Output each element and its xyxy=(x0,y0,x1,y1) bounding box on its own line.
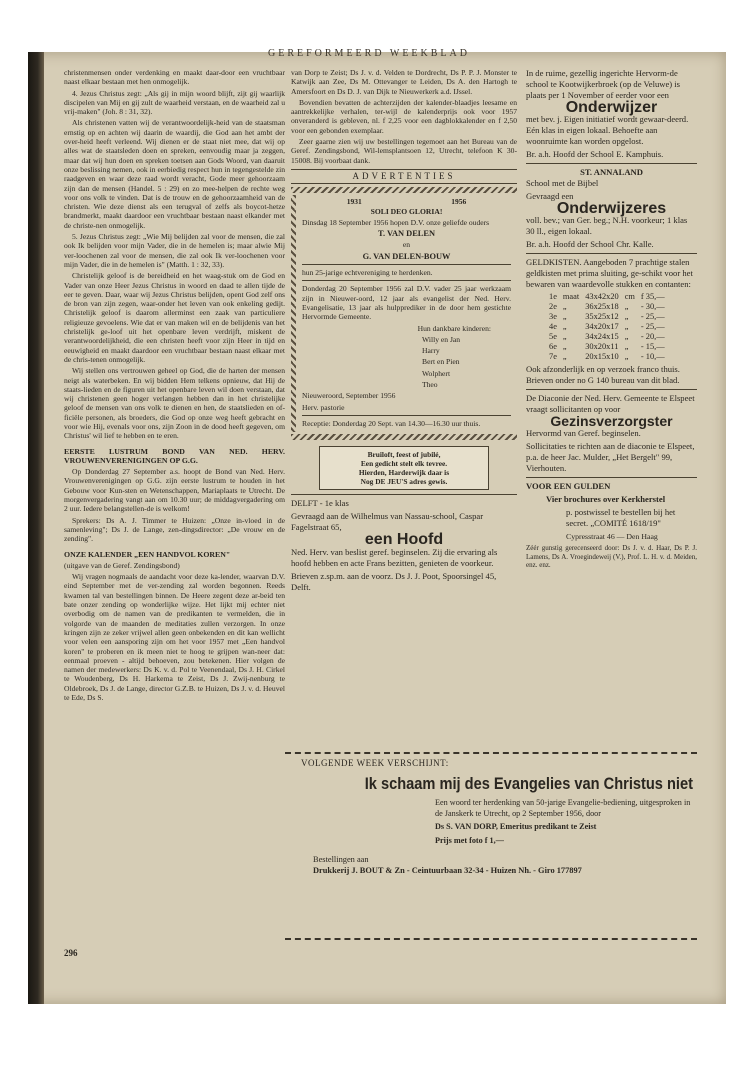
paragraph: Sprekers: Ds A. J. Timmer te Huizen: „Onze in-vloed in de samenleving"; Ds J. de Lange, zen-dingsdirector: „De vrouw en de zending". xyxy=(64,515,285,544)
table-cell: „ xyxy=(624,341,629,351)
table-cell: „ xyxy=(624,321,629,331)
paragraph: Wij stellen ons vertrouwen geheel op God, die de harten der mensen neigt als waterbeken. En wij bidden Hem telkens opnieuw, dat Hij de staats-lieden en de figuren uit het openbare leven wil doen verstaan, dat wij christenen geen hoger verlangen hebben dan in het christelijke geloof de mensen van ons volk te dienen en hen, de staatslieden en of-ficiële personen, als broeders, die God op onze weg heeft gebracht en voor wie Hij, evenals voor ons, zijn Zoon in de dood heeft gegeven, om Christus' wil lief te hebben en te eren. xyxy=(64,366,285,441)
notice-line: Een gedicht stelt elk tevree. xyxy=(360,459,448,469)
announcement-line: Dinsdag 18 September 1956 hopen D.V. onze geliefde ouders xyxy=(302,217,490,227)
book-binding xyxy=(28,52,44,1004)
table-cell: „ xyxy=(562,321,567,331)
table-row xyxy=(546,352,668,362)
ad-subheading: School met de Bijbel xyxy=(526,177,599,188)
table-cell: 20x15x10 xyxy=(585,351,619,361)
divider xyxy=(526,477,697,478)
divider xyxy=(526,163,697,164)
child-name: Theo xyxy=(422,380,438,390)
ad-text: Zéér gunstig gerecenseerd door: Ds J. v. d. Haar, Ds P. J. Lamens, Ds A. Vroegindeweij (V.), Prof. L. H. v. d. Meiden, enz. enz. xyxy=(526,544,697,570)
kids-heading: Hun dankbare kinderen: xyxy=(417,323,491,333)
paragraph: Bovendien bevatten de achterzijden der kalender-blaadjes leesame en aantrekkelijke verhalen, ter-wijl de kalenderprijs ook voor 1957 onveranderd is gebleven, nl. f 2,25 voor een dagblokkalender en f 2,50 voor een gebonden exemplaar. xyxy=(291,97,517,135)
table-row xyxy=(546,342,668,352)
column-1 xyxy=(64,68,285,938)
column-3 xyxy=(526,68,697,748)
ad-headline: Onderwijzer xyxy=(565,99,658,116)
table-cell: „ xyxy=(624,311,629,321)
table-cell: cm xyxy=(624,291,635,301)
ad-headline: een Hoofd xyxy=(364,531,444,549)
paragraph: Wij vragen nogmaals de aandacht voor deze ka-lender, waarvan D.V. eind September met de ver-zending zal worden begonnen. Reeds kwamen tal van bestellingen binnen. De Heere zegent deze ar-beid ten bate onzer zending op wonderlijke wijze. Het lijkt mij echter niet overbodig om de namen van de predikanten te vermelden, die in volgorde van de maanden de meditaties zullen verzorgen. In onze kringen zijn ze zeker vrijwel allen geen onbekenden en dit kan wellicht voor velen een aansporing zijn om het voor 1957 met „Een handvol koren" te proberen en ik meen niet te hoog te grijpen wan-neer dat: eenmaal proeven - altijd behoeven, zou betekenen. Hier volgen de namen der medewerkers: Ds K. v. d. Pol te Veenendaal, Ds J. H. Cirkel te Woudenberg, Ds H. Harkema te Zeist, Ds J. Zwij-nenburg te Oldebroek, Ds J. de Lange, director G.Z.B. te Huizen, Ds J. v. d. Heuvel te Ede, Ds S. xyxy=(64,572,285,702)
ad-text: De Diaconie der Ned. Herv. Gemeente te Elspeet vraagt sollicitanten op voor xyxy=(526,392,695,414)
table-cell: 7e xyxy=(549,351,557,361)
ad-text: In de ruime, gezellig ingerichte Hervorm-de school te Kootwijkerbroek (op de Veluwe) is plaats per 1 November of eerder voor een xyxy=(526,68,681,100)
announce-text: VOLGENDE WEEK VERSCHIJNT: xyxy=(301,758,449,768)
place-date: Nieuweroord, September 1956 xyxy=(302,391,396,401)
ad-text: Ned. Herv. van beslist geref. beginselen. Zij die ervaring als hoofd hebben en acte Frans bezitten, genieten de voorkeur. xyxy=(291,546,498,568)
table-cell: 34x24x15 xyxy=(585,331,619,341)
book-description: Een woord ter herdenking van 50-jarige Evangelie-bediening, uitgesproken in de Janskerk te Utrecht, op 2 September 1956, door xyxy=(435,798,691,818)
ad-headline: Onderwijzeres xyxy=(556,199,667,217)
name-husband: T. VAN DELEN xyxy=(377,229,435,239)
book-advertisement xyxy=(285,752,697,940)
ad-heading: VOOR EEN GULDEN xyxy=(526,481,611,492)
paragraph: 4. Jezus Christus zegt: „Als gij in mijn woord blijft, zijt gij waarlijk discipelen van Mij en gij zult de waarheid verstaan, en de waarheid zal u vrij-maken" (Joh. 8 : 31, 32). xyxy=(64,88,285,117)
paragraph: Zeer gaarne zien wij uw bestellingen tegemoet aan het Bureau van de Geref. Zendingsbond, Wil-lemsplantsoen 12, Utrecht, telefoon K 30-15008. Bij voorbaat dank. xyxy=(291,137,517,165)
table-row xyxy=(546,322,668,332)
table-row xyxy=(546,302,668,312)
years xyxy=(302,197,511,206)
table-cell: 3e xyxy=(549,311,557,321)
table-cell: 1e xyxy=(549,291,557,301)
divider xyxy=(302,280,511,281)
table-cell: 34x20x17 xyxy=(585,321,619,331)
table-cell: f 35,— xyxy=(640,291,665,301)
chain-border xyxy=(291,187,517,193)
running-header: GEREFORMEERD WEEKBLAD xyxy=(268,48,470,59)
order-heading: Bestellingen aan xyxy=(313,855,369,864)
table-cell: - 30,— xyxy=(640,301,665,311)
table-cell: - 10,— xyxy=(640,351,665,361)
address: Herv. pastorie xyxy=(302,402,345,412)
section-subheading: (uitgave van de Geref. Zendingsbond) xyxy=(64,560,180,570)
ad-heading: DELFT - 1e klas xyxy=(291,498,349,509)
paragraph: Op Donderdag 27 September a.s. hoopt de Bond van Ned. Herv. Vrouwenverenigingen op G.G. zijn eerste lustrum te houden in het Gebouw voor Kun-sten en Wetenschappen, Mariaplaats te Utrecht. De morgenvergadering vangt aan om 10.30 uur; de middagvergadering om 2 uur. Iedere belangstellen-de is welkom! xyxy=(64,467,285,514)
ad-heading: ST. ANNALAND xyxy=(580,167,643,178)
paragraph: Als christenen vatten wij de verantwoordelijk-heid van de staatsman ernstig op en achten wij daarin de waardij, die God aan het ambt der over-heid heeft verleend. Wij dienen er de staat niet mee, dat wij op alles wat de staatsleden doen en spreken, eenvoudig maar ja zeggen, maar dat wij hun doen en spreken toetsen aan Gods Woord, van daaruit onze beslissing nemen, ook in eerbiedig respect hun in tegengestelde zin raadgeven en waar deze raad wordt veracht, Gode meer gehoorzaam zijn dan de mensen (Handel. 5 : 29) en zo mee-helpen de rechte weg voor ons volk te vinden. Dat is de trouw en de gehoorzaamheid van de christen. Wie deze dienst als een terugval of zelfs als boycot-hetze brandmerkt, maakt daardoor een vruchtbaar bestaan naast elkander met de christe-nen onmogelijk. xyxy=(64,118,285,230)
divider xyxy=(302,415,511,416)
table-cell: „ xyxy=(624,351,629,361)
book-author: Ds S. VAN DORP, Emeritus predikant te Zeist xyxy=(435,822,597,831)
table-cell: „ xyxy=(562,301,567,311)
ad-headline: Gezinsverzorgster xyxy=(550,412,673,429)
divider xyxy=(526,389,697,390)
ad-text: Sollicitaties te richten aan de diaconie te Elspeet, p.a. de heer Jac. Mulder, „Het Bergelt" 99, Vierhouten. xyxy=(526,441,695,474)
notice-box xyxy=(319,446,489,490)
paragraph: Christelijk geloof is de bereidheid en het waag-stuk om de God en Vader van onze Heer Jezus Christus in woord en daad te allen tijde de eer te geven. Daar, waar wij Jezus Christus belijden, opent God zelf ons de bron van zijn zegen, waar-onder het leven van ook enkeling gedijt. Christelijk geloof is daarom allerminst een zaak van particuliere religieuze gevoelens. Wie dat er van maken wil en de belijdenis van het christelijk ge-loof uit het openbare leven verdrijft, miskent de verantwoordelijkheid, die een christen heeft voor zijn Heer in tijd en eeuwigheid en maakt daardoor een vruchtbaar bestaan naast elkaar met de chris-tenen onmogelijk. xyxy=(64,271,285,364)
divider xyxy=(291,494,517,495)
reception: Receptie: Donderdag 20 Sept. van 14.30—16.30 uur thuis. xyxy=(302,418,481,428)
book-title: Ik schaam mij des Evangelies van Christus niet xyxy=(364,774,693,793)
table-cell: 4e xyxy=(549,321,557,331)
safe-price-table xyxy=(546,292,668,362)
table-cell: 43x42x20 xyxy=(585,291,619,301)
paragraph: van Dorp te Zeist; Ds J. v. d. Velden te Dordrecht, Ds P. P. J. Monster te Katwijk aan Zee, Ds M. Ottevanger te Leiden, Ds A. den Hartogh te Amersfoort en Ds D. J. van Dijk te Nieuwerkerk a.d. IJssel. xyxy=(291,68,517,96)
table-cell: „ xyxy=(624,301,629,311)
chain-border xyxy=(291,434,517,440)
table-cell: - 25,— xyxy=(640,311,665,321)
name-wife: G. VAN DELEN-BOUW xyxy=(362,251,451,261)
paragraph: christenmensen onder verdenking en maakt daar-door een vruchtbaar naast elkaar bestaan met hen onmogelijk. xyxy=(64,68,285,87)
table-cell: „ xyxy=(562,351,567,361)
ad-text: Br. a.h. Hoofd der School Chr. Kalle. xyxy=(526,238,654,249)
column-2 xyxy=(291,68,517,620)
table-row xyxy=(546,292,668,302)
motto: SOLI DEO GLORIA! xyxy=(370,206,443,216)
table-cell: 35x25x12 xyxy=(585,311,619,321)
child-name: Bert en Pien xyxy=(422,357,460,367)
ad-subheading: Vier brochures over Kerkherstel xyxy=(546,494,666,505)
divider xyxy=(526,253,697,254)
table-cell: „ xyxy=(562,311,567,321)
table-cell: 6e xyxy=(549,341,557,351)
announcement-line: hun 25-jarige echtvereniging te herdenken. xyxy=(302,268,433,278)
book-price: Prijs met foto f 1,— xyxy=(435,835,504,845)
table-cell: 30x20x11 xyxy=(585,341,619,351)
advertisements-heading: ADVERTENTIES xyxy=(291,169,517,184)
order-address: Drukkerij J. BOUT & Zn - Ceintuurbaan 32-34 - Huizen Nh. - Giro 177897 xyxy=(313,866,582,875)
table-cell: „ xyxy=(562,341,567,351)
ad-text: Gevraagd een xyxy=(526,190,574,201)
table-cell: „ xyxy=(624,331,629,341)
child-name: Wolphert xyxy=(422,368,451,378)
section-heading: ONZE KALENDER „EEN HANDVOL KOREN" xyxy=(64,549,231,559)
table-cell: 36x25x18 xyxy=(585,301,619,311)
table-cell: - 25,— xyxy=(640,321,665,331)
ad-text: Hervormd van Geref. beginselen. xyxy=(526,428,641,439)
child-name: Harry xyxy=(422,346,440,356)
child-name: Willy en Jan xyxy=(422,334,461,344)
divider xyxy=(302,264,511,265)
ad-text: Brieven z.sp.m. aan de voorz. Ds J. J. Poot, Spoorsingel 45, Delft. xyxy=(291,570,497,592)
section-heading: EERSTE LUSTRUM BOND VAN NED. HERV. VROUWENVERENIGINGEN OP G.G. xyxy=(64,446,285,465)
notice-line: Hierden, Harderwijk daar is xyxy=(358,468,450,478)
ad-text: Ook afzonderlijk en op verzoek franco thuis. Brieven onder no G 140 bureau van dit blad. xyxy=(526,363,680,385)
table-row xyxy=(546,312,668,322)
ad-text: Cypresstraat 46 — Den Haag xyxy=(566,532,658,542)
announcement-line: Donderdag 20 September 1956 zal D.V. vader 25 jaar werkzaam zijn in Nieuwer-oord, 12 jaar als evangelist der Ned. Herv. Evangelisatie, 13 jaar als hulpprediker in de door hem gestichte Hervormde Gemeente. xyxy=(302,284,511,322)
anniversary-announcement xyxy=(291,195,517,432)
table-row xyxy=(546,332,668,342)
ad-text: met bev. j. Eigen initiatief wordt gewaar-deerd. Eén klas in eigen lokaal. Behoefte aan woonruimte kan worden opgelost. xyxy=(526,114,689,147)
table-cell: „ xyxy=(562,331,567,341)
page-number: 296 xyxy=(64,948,78,958)
ad-text: GELDKISTEN. Aangeboden 7 prachtige stalen geldkisten met prima sluiting, ge-schikt voor het bewaren van waardevolle stukken en contanten: xyxy=(526,256,693,289)
table-cell: 5e xyxy=(549,331,557,341)
year-start: 1931 xyxy=(346,197,362,207)
notice-line: Bruiloft, feest of jubilé, xyxy=(367,450,441,460)
ad-text: voll. bev.; van Ger. beg.; N.H. voorkeur; 1 klas 30 ll., eigen lokaal. xyxy=(526,214,688,236)
and-text: en xyxy=(402,240,411,250)
table-cell: 2e xyxy=(549,301,557,311)
ad-text: Br. a.h. Hoofd der School E. Kamphuis. xyxy=(526,149,664,160)
table-cell: maat xyxy=(562,291,580,301)
ad-text: p. postwissel te bestellen bij het secret. „COMITÉ 1618/19" xyxy=(566,507,676,529)
ad-text: Gevraagd aan de Wilhelmus van Nassau-school, Caspar Fagelstraat 65, xyxy=(291,511,484,533)
notice-line: Nog DE JEU'S adres gewis. xyxy=(360,477,448,487)
paragraph: 5. Jezus Christus zegt: „Wie Mij belijden zal voor de mensen, die zal ook Ik belijden voor mijn Vader, die in de hemelen is; maar alwie Mij ver-loochenen zal voor de mensen, die zal ook Ik ver-loochenen voor mijn Vader, die in de hemelen is" (Matth. 1 : 32, 33). xyxy=(64,232,285,269)
table-cell: - 15,— xyxy=(640,341,665,351)
year-end: 1956 xyxy=(451,197,467,207)
table-cell: - 20,— xyxy=(640,331,665,341)
